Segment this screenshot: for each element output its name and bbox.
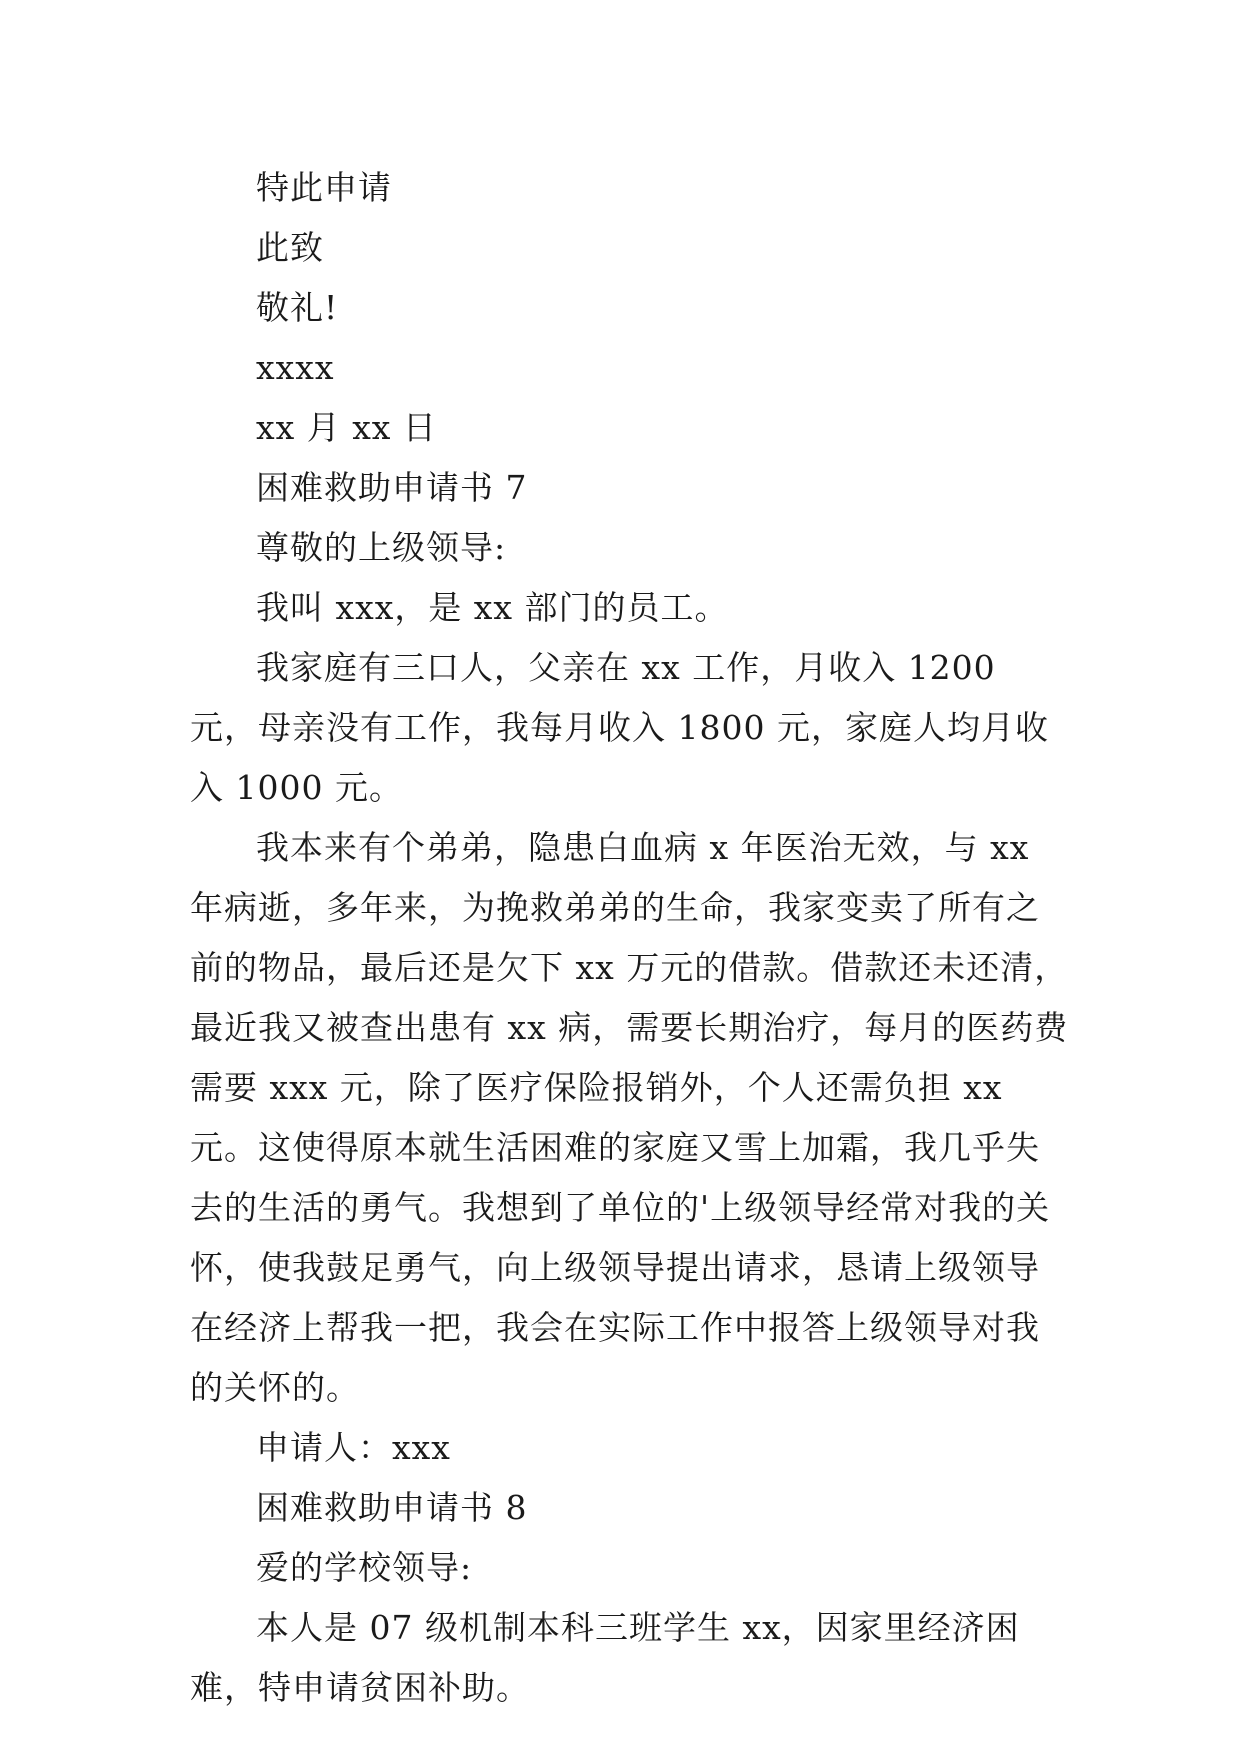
- applicant-signature: 申请人：xxx: [256, 1428, 451, 1467]
- salutation: 爱的学校领导:: [256, 1548, 473, 1587]
- document-body: [190, 158, 1070, 1718]
- salutation: 尊敬的上级领导:: [256, 528, 507, 567]
- section-title: 困难救助申请书 8: [256, 1488, 528, 1527]
- closing-jingli: 敬礼!: [256, 288, 339, 327]
- body-paragraph: 我本来有个弟弟，隐患白血病 x 年医治无效，与 xx 年病逝，多年来，为挽救弟弟的生命，我家变卖了所有之前的物品，最后还是欠下 xx 万元的借款。借款还未还清，最近我又被查出患有 xx 病，需要长期治疗，每月的医药费需要 xxx 元，除了医疗保险报销外，个人还需负担 xx 元。这使得原本就生活困难的家庭又雪上加霜，我几乎失去的生活的勇气。我想到了单位的'上级领导经常对我的关怀，使我鼓足勇气，向上级领导提出请求，恳请上级领导在经济上帮我一把，我会在实际工作中报答上级领导对我的关怀的。: [190, 828, 1069, 1407]
- body-paragraph: 我家庭有三口人，父亲在 xx 工作，月收入 1200 元，母亲没有工作，我每月收入 1800 元，家庭人均月收入 1000 元。: [190, 648, 1049, 807]
- body-paragraph: 本人是 07 级机制本科三班学生 xx，因家里经济困难，特申请贫困补助。: [190, 1608, 1020, 1707]
- closing-name: xxxx: [256, 348, 335, 387]
- intro-paragraph: 我叫 xxx，是 xx 部门的员工。: [256, 588, 729, 627]
- closing-date: xx 月 xx 日: [256, 408, 437, 447]
- closing-cizhi: 此致: [256, 228, 324, 267]
- closing-request-line: 特此申请: [256, 168, 392, 207]
- section-title: 困难救助申请书 7: [256, 468, 528, 507]
